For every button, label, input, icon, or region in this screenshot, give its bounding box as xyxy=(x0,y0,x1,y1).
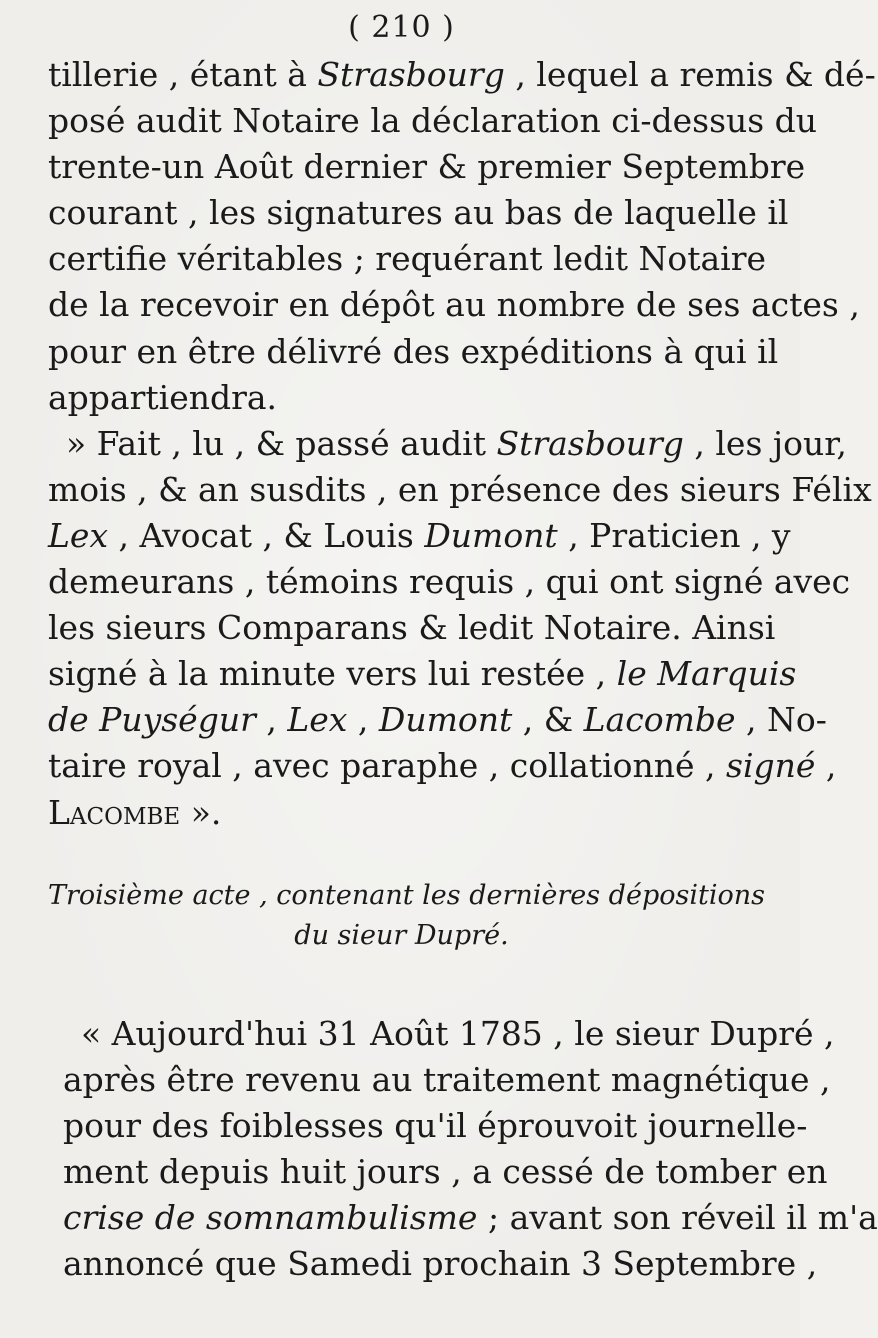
text-line: pour des foiblesses qu'il éprouvoit journelle- xyxy=(63,1105,808,1145)
text-line: tillerie , étant à Strasbourg , lequel a remis & dé- xyxy=(48,55,876,94)
text-line: signé à la minute vers lui restée , le Marquis xyxy=(48,654,797,694)
heading-line: du sieur Dupré. xyxy=(294,919,509,951)
text-line: pour en être délivré des expéditions à qui il xyxy=(48,331,779,371)
text-line: mois , & an susdits , en présence des sieurs Félix xyxy=(48,469,872,509)
text-line: demeurans , témoins requis , qui ont signé avec xyxy=(48,562,851,602)
text-line: trente-un Août dernier & premier Septembre xyxy=(48,147,806,187)
text-line: de Puységur , Lex , Dumont , & Lacombe , No- xyxy=(48,700,827,740)
text-line: posé audit Notaire la déclaration ci-dessus du xyxy=(48,101,818,141)
text-line: les sieurs Comparans & ledit Notaire. Ainsi xyxy=(48,608,776,648)
text-line: courant , les signatures au bas de laquelle il xyxy=(48,193,789,233)
text-line: Lex , Avocat , & Louis Dumont , Praticien , y xyxy=(48,515,791,555)
text-line: crise de somnambulisme ; avant son réveil il m'a xyxy=(63,1197,878,1237)
text-line: appartiendra. xyxy=(48,377,278,417)
text-line: taire royal , avec paraphe , collationné , signé , xyxy=(48,746,837,786)
paragraph-3 xyxy=(48,1011,878,1288)
section-heading xyxy=(48,876,765,956)
text-line: Lacombe ». xyxy=(48,792,222,832)
text-line: certifie véritables ; requérant ledit Notaire xyxy=(48,239,767,279)
text-line: après être revenu au traitement magnétique , xyxy=(63,1059,831,1099)
page-number: ( 210 ) xyxy=(348,10,455,45)
paragraph-1 xyxy=(48,52,876,421)
body-text xyxy=(48,52,878,1287)
text-line: « Aujourd'hui 31 Août 1785 , le sieur Dupré , xyxy=(81,1013,835,1053)
text-line: » Fait , lu , & passé audit Strasbourg , les jour, xyxy=(66,423,847,463)
paragraph-2 xyxy=(48,421,872,836)
text-line: ment depuis huit jours , a cessé de tomber en xyxy=(63,1151,828,1191)
text-line: annoncé que Samedi prochain 3 Septembre , xyxy=(63,1244,818,1284)
heading-line: Troisième acte , contenant les dernières dépositions xyxy=(48,879,765,911)
text-line: de la recevoir en dépôt au nombre de ses actes , xyxy=(48,285,860,325)
